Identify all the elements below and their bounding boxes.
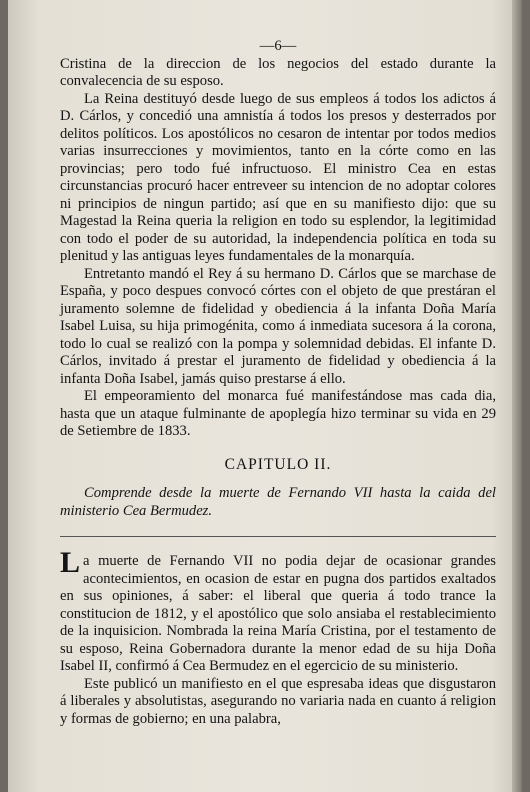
opening-paragraph [60, 546, 496, 676]
page-spine-shadow [512, 0, 522, 792]
paragraph: La Reina destituyó desde luego de sus empleos á todos los adictos á D. Cárlos, y concedió una amnistía á todos los presos y desterrados por delitos políticos. Los apostólicos no cesaron de intentar por todos medios varias insurrecciones y movimientos, tanto en la córte como en las provincias; pero todo fué infructuoso. El ministro Cea en estas circunstancias procuró hacer entreveer su intencion de no adoptar colores ni principios de ningun partido; así que en su manifiesto dijo: que su Magestad la Reina queria la religion en todo su esplendor, la legitimidad con todo el poder de su autoridad, la independencia política en toda su plenitud y las antiguas leyes fundamentales de la monarquía. [60, 90, 496, 264]
chapter-title: CAPITULO II. [224, 455, 332, 473]
opening-paragraph-text: a muerte de Fernando VII no podia dejar de ocasionar grandes acontecimientos, en ocasion de estar en pugna dos partidos exaltados en sus opiniones, á saber: el liberal que queria á todo trance la constitucion de 1812, y el apostólico que solo ansiaba el restablecimiento de la inquisicion. Nombrada la reina María Cristina, por el testamento de su esposo, Reina Gobernadora durante la menor edad de su hija Doña Isabel II, confirmó á Cea Bermudez en el egercicio de su ministerio. [60, 553, 496, 674]
divider-rule [60, 536, 496, 537]
book-page [8, 0, 522, 792]
paragraph: El empeoramiento del monarca fué manifestándose mas cada dia, hasta que un ataque fulminante de apoplegía hizo terminar su vida en 29 de Setiembre de 1833. [60, 388, 496, 439]
page-number: —6— [259, 38, 297, 54]
paragraph: Cristina de la direccion de los negocios del estado durante la convalecencia de su esposo. [60, 55, 496, 89]
chapter-summary: Comprende desde la muerte de Fernando VII hasta la caida del ministerio Cea Bermudez. [60, 485, 496, 519]
page-content [60, 38, 496, 728]
paragraph: Entretanto mandó el Rey á su hermano D. Cárlos que se marchase de España, y poco despues convocó córtes con el objeto de que prestáran el juramento solemne de fidelidad y obediencia á la infanta Doña María Isabel Luisa, su hija primogénita, como á inmediata sucesora á la corona, todo lo cual se realizó con la pompa y solemnidad debidas. El infante D. Cárlos, invitado á prestar el juramento de fidelidad y obediencia á la infanta Doña Isabel, jamás quiso prestarse á ello. [60, 265, 496, 387]
paragraph: Este publicó un manifiesto en el que espresaba ideas que disgustaron á liberales y absolutistas, asegurando no variaria nada en cuanto á religion y formas de gobierno; en una palabra, [60, 675, 496, 727]
drop-cap: L [60, 546, 81, 579]
